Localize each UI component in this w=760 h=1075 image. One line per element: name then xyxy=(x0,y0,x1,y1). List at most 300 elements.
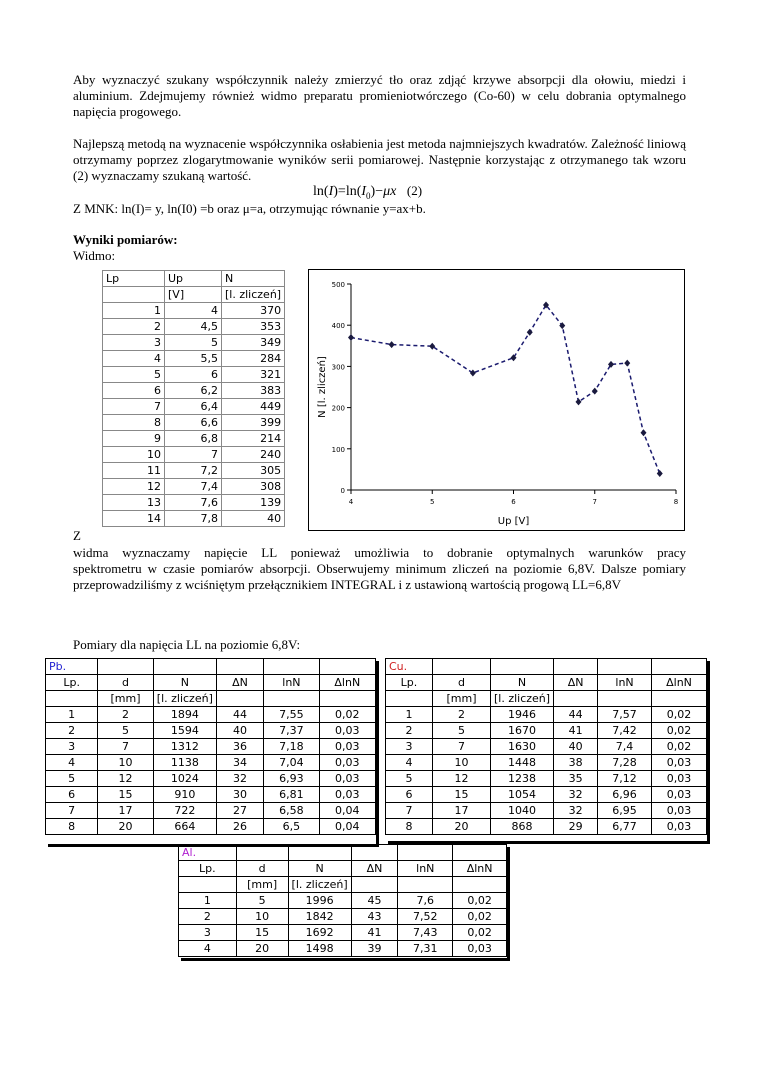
cu-table xyxy=(385,658,707,835)
table-cell: 1594 xyxy=(153,723,216,739)
widmo-unit-cell xyxy=(103,287,165,303)
table-cell: 0,04 xyxy=(319,803,375,819)
table-cell: 5 xyxy=(432,723,490,739)
empty-cell xyxy=(652,659,707,675)
table-cell: 36 xyxy=(216,739,263,755)
table-cell: 4 xyxy=(179,941,237,957)
table-cell: 20 xyxy=(236,941,288,957)
cu-units-row xyxy=(386,691,707,707)
table-cell: 0,03 xyxy=(319,739,375,755)
table-row xyxy=(386,755,707,771)
empty-cell xyxy=(264,659,319,675)
table-cell: 399 xyxy=(222,415,285,431)
unit-cell: [mm] xyxy=(236,877,288,893)
table-cell: 5,5 xyxy=(165,351,222,367)
table-cell: 349 xyxy=(222,335,285,351)
table-cell: 1 xyxy=(179,893,237,909)
widmo-header-row xyxy=(103,271,285,287)
column-header: N xyxy=(288,861,351,877)
widmo-table xyxy=(102,270,285,527)
table-cell: 3 xyxy=(179,925,237,941)
table-cell: 321 xyxy=(222,367,285,383)
table-row xyxy=(46,739,376,755)
z-letter: Z xyxy=(73,528,81,543)
empty-cell xyxy=(98,659,154,675)
empty-cell xyxy=(153,659,216,675)
al-table-shadow-right xyxy=(507,847,510,961)
x-tick-label: 4 xyxy=(348,498,354,506)
table-row xyxy=(103,431,285,447)
table-cell: 1054 xyxy=(490,787,553,803)
unit-cell xyxy=(264,691,319,707)
widmo-header-cell: Lp xyxy=(103,271,165,287)
table-cell: 0,02 xyxy=(319,707,375,723)
table-row xyxy=(103,463,285,479)
table-row xyxy=(103,447,285,463)
table-cell: 6,58 xyxy=(264,803,319,819)
column-header: N xyxy=(153,675,216,691)
unit-cell: [l. zliczeń] xyxy=(288,877,351,893)
table-cell: 7,12 xyxy=(598,771,652,787)
table-cell: 15 xyxy=(236,925,288,941)
table-cell: 6,95 xyxy=(598,803,652,819)
table-cell: 7,6 xyxy=(165,495,222,511)
table-row xyxy=(46,787,376,803)
series-line xyxy=(351,305,660,474)
table-cell: 308 xyxy=(222,479,285,495)
x-tick-label: 8 xyxy=(673,498,679,506)
cu-title: Cu. xyxy=(386,659,433,675)
y-tick-label: 300 xyxy=(331,363,345,372)
table-cell: 44 xyxy=(554,707,598,723)
table-row xyxy=(103,367,285,383)
table-row xyxy=(46,819,376,835)
cu-title-row xyxy=(386,659,707,675)
data-point xyxy=(559,322,565,329)
table-cell: 0,02 xyxy=(652,707,707,723)
table-row xyxy=(103,383,285,399)
al-title-row xyxy=(179,845,507,861)
table-cell: 27 xyxy=(216,803,263,819)
unit-cell xyxy=(453,877,507,893)
table-cell: 1894 xyxy=(153,707,216,723)
table-cell: 10 xyxy=(98,755,154,771)
table-cell: 240 xyxy=(222,447,285,463)
widmo-units-row xyxy=(103,287,285,303)
table-cell: 5 xyxy=(386,771,433,787)
table-cell: 7,2 xyxy=(165,463,222,479)
column-header: Lp. xyxy=(386,675,433,691)
table-cell: 1 xyxy=(46,707,98,723)
widmo-header-cell: Up xyxy=(165,271,222,287)
table-cell: 910 xyxy=(153,787,216,803)
table-cell: 7,6 xyxy=(398,893,453,909)
widmo-unit-cell: [l. zliczeń] xyxy=(222,287,285,303)
table-cell: 7 xyxy=(98,739,154,755)
table-cell: 7,4 xyxy=(165,479,222,495)
table-cell: 6,2 xyxy=(165,383,222,399)
table-row xyxy=(46,771,376,787)
table-cell: 6 xyxy=(165,367,222,383)
table-row xyxy=(179,941,507,957)
table-cell: 7 xyxy=(103,399,165,415)
y-tick-label: 100 xyxy=(331,445,345,454)
table-cell: 1692 xyxy=(288,925,351,941)
table-cell: 6 xyxy=(46,787,98,803)
table-cell: 0,03 xyxy=(652,755,707,771)
table-row xyxy=(386,771,707,787)
table-cell: 7 xyxy=(386,803,433,819)
table-row xyxy=(386,787,707,803)
x-tick-label: 6 xyxy=(511,498,516,506)
table-cell: 284 xyxy=(222,351,285,367)
table-cell: 35 xyxy=(554,771,598,787)
unit-cell xyxy=(351,877,398,893)
table-cell: 3 xyxy=(103,335,165,351)
table-cell: 40 xyxy=(216,723,263,739)
table-cell: 34 xyxy=(216,755,263,771)
cu-header-row xyxy=(386,675,707,691)
y-axis-label: N [l. zliczeń] xyxy=(317,356,328,418)
table-cell: 41 xyxy=(351,925,398,941)
table-cell: 29 xyxy=(554,819,598,835)
table-cell: 2 xyxy=(103,319,165,335)
table-cell: 1498 xyxy=(288,941,351,957)
table-cell: 4 xyxy=(165,303,222,319)
x-tick-label: 5 xyxy=(430,498,435,506)
data-point xyxy=(527,329,533,336)
unit-cell: [l. zliczeń] xyxy=(490,691,553,707)
table-cell: 26 xyxy=(216,819,263,835)
pb-header-row xyxy=(46,675,376,691)
table-cell: 1 xyxy=(103,303,165,319)
table-cell: 0,03 xyxy=(319,771,375,787)
table-cell: 8 xyxy=(386,819,433,835)
table-cell: 0,03 xyxy=(319,755,375,771)
data-point xyxy=(624,360,630,367)
table-cell: 2 xyxy=(98,707,154,723)
table-row xyxy=(103,319,285,335)
y-tick-label: 400 xyxy=(331,322,345,331)
table-row xyxy=(46,755,376,771)
pb-table-shadow-right xyxy=(376,661,379,847)
table-cell: 353 xyxy=(222,319,285,335)
table-cell: 0,02 xyxy=(453,893,507,909)
table-cell: 664 xyxy=(153,819,216,835)
table-cell: 7 xyxy=(432,739,490,755)
column-header: N xyxy=(490,675,553,691)
table-row xyxy=(103,495,285,511)
table-cell: 15 xyxy=(98,787,154,803)
column-header: ΔlnN xyxy=(319,675,375,691)
table-cell: 370 xyxy=(222,303,285,319)
table-cell: 13 xyxy=(103,495,165,511)
column-header: ΔN xyxy=(554,675,598,691)
table-cell: 8 xyxy=(103,415,165,431)
table-row xyxy=(103,351,285,367)
table-cell: 6,8 xyxy=(165,431,222,447)
data-point xyxy=(657,470,663,477)
al-table xyxy=(178,844,507,957)
table-row xyxy=(179,893,507,909)
table-cell: 383 xyxy=(222,383,285,399)
table-cell: 1040 xyxy=(490,803,553,819)
empty-cell xyxy=(554,659,598,675)
table-cell: 0,03 xyxy=(652,819,707,835)
table-cell: 12 xyxy=(98,771,154,787)
table-cell: 139 xyxy=(222,495,285,511)
table-cell: 2 xyxy=(179,909,237,925)
table-cell: 15 xyxy=(432,787,490,803)
data-point xyxy=(348,334,354,341)
table-cell: 32 xyxy=(554,803,598,819)
table-cell: 6,81 xyxy=(264,787,319,803)
unit-cell: [mm] xyxy=(98,691,154,707)
table-cell: 7,18 xyxy=(264,739,319,755)
table-cell: 10 xyxy=(432,755,490,771)
table-cell: 6,6 xyxy=(165,415,222,431)
table-cell: 0,03 xyxy=(652,803,707,819)
table-cell: 722 xyxy=(153,803,216,819)
table-cell: 9 xyxy=(103,431,165,447)
table-cell: 44 xyxy=(216,707,263,723)
table-cell: 449 xyxy=(222,399,285,415)
empty-cell xyxy=(398,845,453,861)
x-tick-label: 7 xyxy=(592,498,597,506)
table-cell: 4,5 xyxy=(165,319,222,335)
cu-table-shadow-right xyxy=(707,661,710,844)
data-point xyxy=(641,429,647,436)
table-cell: 305 xyxy=(222,463,285,479)
table-cell: 2 xyxy=(46,723,98,739)
table-cell: 10 xyxy=(236,909,288,925)
table-cell: 7,28 xyxy=(598,755,652,771)
al-units-row xyxy=(179,877,507,893)
unit-cell xyxy=(598,691,652,707)
table-cell: 0,04 xyxy=(319,819,375,835)
results-heading: Wyniki pomiarów: xyxy=(73,232,178,247)
table-cell: 6 xyxy=(103,383,165,399)
table-row xyxy=(103,303,285,319)
empty-cell xyxy=(432,659,490,675)
table-row xyxy=(179,909,507,925)
al-header-row xyxy=(179,861,507,877)
table-cell: 7,04 xyxy=(264,755,319,771)
table-cell: 1312 xyxy=(153,739,216,755)
unit-cell xyxy=(319,691,375,707)
column-header: lnN xyxy=(264,675,319,691)
column-header: ΔlnN xyxy=(652,675,707,691)
table-cell: 7,43 xyxy=(398,925,453,941)
x-axis-label: Up [V] xyxy=(497,516,530,527)
table-cell: 3 xyxy=(386,739,433,755)
unit-cell: [mm] xyxy=(432,691,490,707)
table-cell: 6,96 xyxy=(598,787,652,803)
empty-cell xyxy=(236,845,288,861)
table-cell: 1630 xyxy=(490,739,553,755)
table-cell: 17 xyxy=(98,803,154,819)
column-header: ΔN xyxy=(216,675,263,691)
table-cell: 0,02 xyxy=(453,925,507,941)
data-point xyxy=(576,398,582,405)
table-cell: 40 xyxy=(222,511,285,527)
empty-cell xyxy=(288,845,351,861)
data-point xyxy=(389,341,395,348)
table-cell: 7,37 xyxy=(264,723,319,739)
column-header: d xyxy=(236,861,288,877)
table-cell: 0,03 xyxy=(319,723,375,739)
table-cell: 6,93 xyxy=(264,771,319,787)
ll-paragraph-line1: widma wyznaczamy napięcie LL ponieważ umożliwia to dobranie optymalnych warunków pracy xyxy=(73,545,686,560)
unit-cell xyxy=(216,691,263,707)
widmo-header-cell: N xyxy=(222,271,285,287)
data-point xyxy=(429,343,435,350)
table-cell: 32 xyxy=(216,771,263,787)
table-cell: 5 xyxy=(236,893,288,909)
table-cell: 1996 xyxy=(288,893,351,909)
table-cell: 7,52 xyxy=(398,909,453,925)
table-row xyxy=(46,707,376,723)
table-cell: 5 xyxy=(103,367,165,383)
table-cell: 7 xyxy=(46,803,98,819)
table-cell: 1670 xyxy=(490,723,553,739)
unit-cell xyxy=(46,691,98,707)
table-row xyxy=(46,803,376,819)
table-row xyxy=(103,511,285,527)
al-title: Al. xyxy=(179,845,237,861)
table-cell: 20 xyxy=(98,819,154,835)
table-cell: 0,03 xyxy=(453,941,507,957)
column-header: lnN xyxy=(598,675,652,691)
empty-cell xyxy=(490,659,553,675)
table-cell: 6,77 xyxy=(598,819,652,835)
table-cell: 214 xyxy=(222,431,285,447)
method-paragraph: Najlepszą metodą na wyznacenie współczynnika osłabienia jest metoda najmniejszych kwadratów. Zależność liniową otrzymamy poprzez zlogarytmowanie wyników serii pomiarowej. Następnie korzystając z otrzymanego tak wzoru (2) wyznaczamy szukaną wartość. xyxy=(73,136,686,183)
pb-table xyxy=(45,658,376,835)
table-row xyxy=(103,415,285,431)
table-cell: 868 xyxy=(490,819,553,835)
formula-2: $\ln(I)=\ln(I_0)-\mu x$ (2) xyxy=(313,183,423,201)
table-cell: 38 xyxy=(554,755,598,771)
table-cell: 0,03 xyxy=(319,787,375,803)
data-point xyxy=(470,369,476,376)
table-cell: 7,8 xyxy=(165,511,222,527)
table-cell: 17 xyxy=(432,803,490,819)
table-cell: 5 xyxy=(46,771,98,787)
table-cell: 20 xyxy=(432,819,490,835)
table-cell: 40 xyxy=(554,739,598,755)
column-header: d xyxy=(98,675,154,691)
table-row xyxy=(179,925,507,941)
table-cell: 1 xyxy=(386,707,433,723)
data-point xyxy=(592,388,598,395)
table-cell: 8 xyxy=(46,819,98,835)
empty-cell xyxy=(598,659,652,675)
pb-title-row xyxy=(46,659,376,675)
table-cell: 1024 xyxy=(153,771,216,787)
table-cell: 7,57 xyxy=(598,707,652,723)
table-cell: 0,02 xyxy=(453,909,507,925)
al-table-shadow-bottom xyxy=(181,958,510,961)
unit-cell xyxy=(398,877,453,893)
table-row xyxy=(386,803,707,819)
table-cell: 7,55 xyxy=(264,707,319,723)
ll-paragraph xyxy=(73,545,686,593)
widmo-chart-svg xyxy=(309,270,684,530)
table-cell: 14 xyxy=(103,511,165,527)
table-cell: 5 xyxy=(165,335,222,351)
table-cell: 0,03 xyxy=(652,771,707,787)
table-cell: 41 xyxy=(554,723,598,739)
pb-units-row xyxy=(46,691,376,707)
empty-cell xyxy=(319,659,375,675)
table-row xyxy=(103,479,285,495)
table-cell: 0,02 xyxy=(652,723,707,739)
table-cell: 4 xyxy=(103,351,165,367)
table-row xyxy=(46,723,376,739)
intro-paragraph: Aby wyznaczyć szukany współczynnik należy zmierzyć tło oraz zdjąć krzywe absorpcji dla ołowiu, miedzi i aluminium. Zdejmujemy również widmo preparatu promieniotwórczego (Co-60) w celu dobrania optymalnego napięcia progowego. xyxy=(73,72,686,119)
table-cell: 7,42 xyxy=(598,723,652,739)
y-tick-label: 200 xyxy=(331,404,345,413)
table-row xyxy=(103,335,285,351)
y-tick-label: 0 xyxy=(340,487,345,495)
table-cell: 7 xyxy=(165,447,222,463)
table-cell: 0,02 xyxy=(652,739,707,755)
column-header: Lp. xyxy=(179,861,237,877)
table-cell: 1946 xyxy=(490,707,553,723)
table-cell: 7,4 xyxy=(598,739,652,755)
table-cell: 12 xyxy=(103,479,165,495)
table-cell: 45 xyxy=(351,893,398,909)
column-header: d xyxy=(432,675,490,691)
table-cell: 0,03 xyxy=(652,787,707,803)
unit-cell xyxy=(386,691,433,707)
unit-cell xyxy=(554,691,598,707)
column-header: ΔlnN xyxy=(453,861,507,877)
table-cell: 10 xyxy=(103,447,165,463)
empty-cell xyxy=(216,659,263,675)
pomiary-label: Pomiary dla napięcia LL na poziomie 6,8V: xyxy=(73,637,301,652)
column-header: lnN xyxy=(398,861,453,877)
table-cell: 1842 xyxy=(288,909,351,925)
unit-cell xyxy=(179,877,237,893)
y-tick-label: 500 xyxy=(331,281,345,289)
table-cell: 4 xyxy=(386,755,433,771)
table-cell: 6 xyxy=(386,787,433,803)
table-row xyxy=(103,399,285,415)
pb-title: Pb. xyxy=(46,659,98,675)
table-cell: 6,5 xyxy=(264,819,319,835)
table-cell: 4 xyxy=(46,755,98,771)
column-header: Lp. xyxy=(46,675,98,691)
empty-cell xyxy=(351,845,398,861)
table-cell: 11 xyxy=(103,463,165,479)
table-cell: 5 xyxy=(98,723,154,739)
column-header: ΔN xyxy=(351,861,398,877)
table-row xyxy=(386,723,707,739)
table-cell: 30 xyxy=(216,787,263,803)
unit-cell xyxy=(652,691,707,707)
table-cell: 43 xyxy=(351,909,398,925)
table-cell: 1138 xyxy=(153,755,216,771)
empty-cell xyxy=(453,845,507,861)
table-cell: 3 xyxy=(46,739,98,755)
widmo-unit-cell: [V] xyxy=(165,287,222,303)
widmo-label: Widmo: xyxy=(73,248,116,263)
table-cell: 12 xyxy=(432,771,490,787)
table-row xyxy=(386,739,707,755)
table-cell: 1238 xyxy=(490,771,553,787)
